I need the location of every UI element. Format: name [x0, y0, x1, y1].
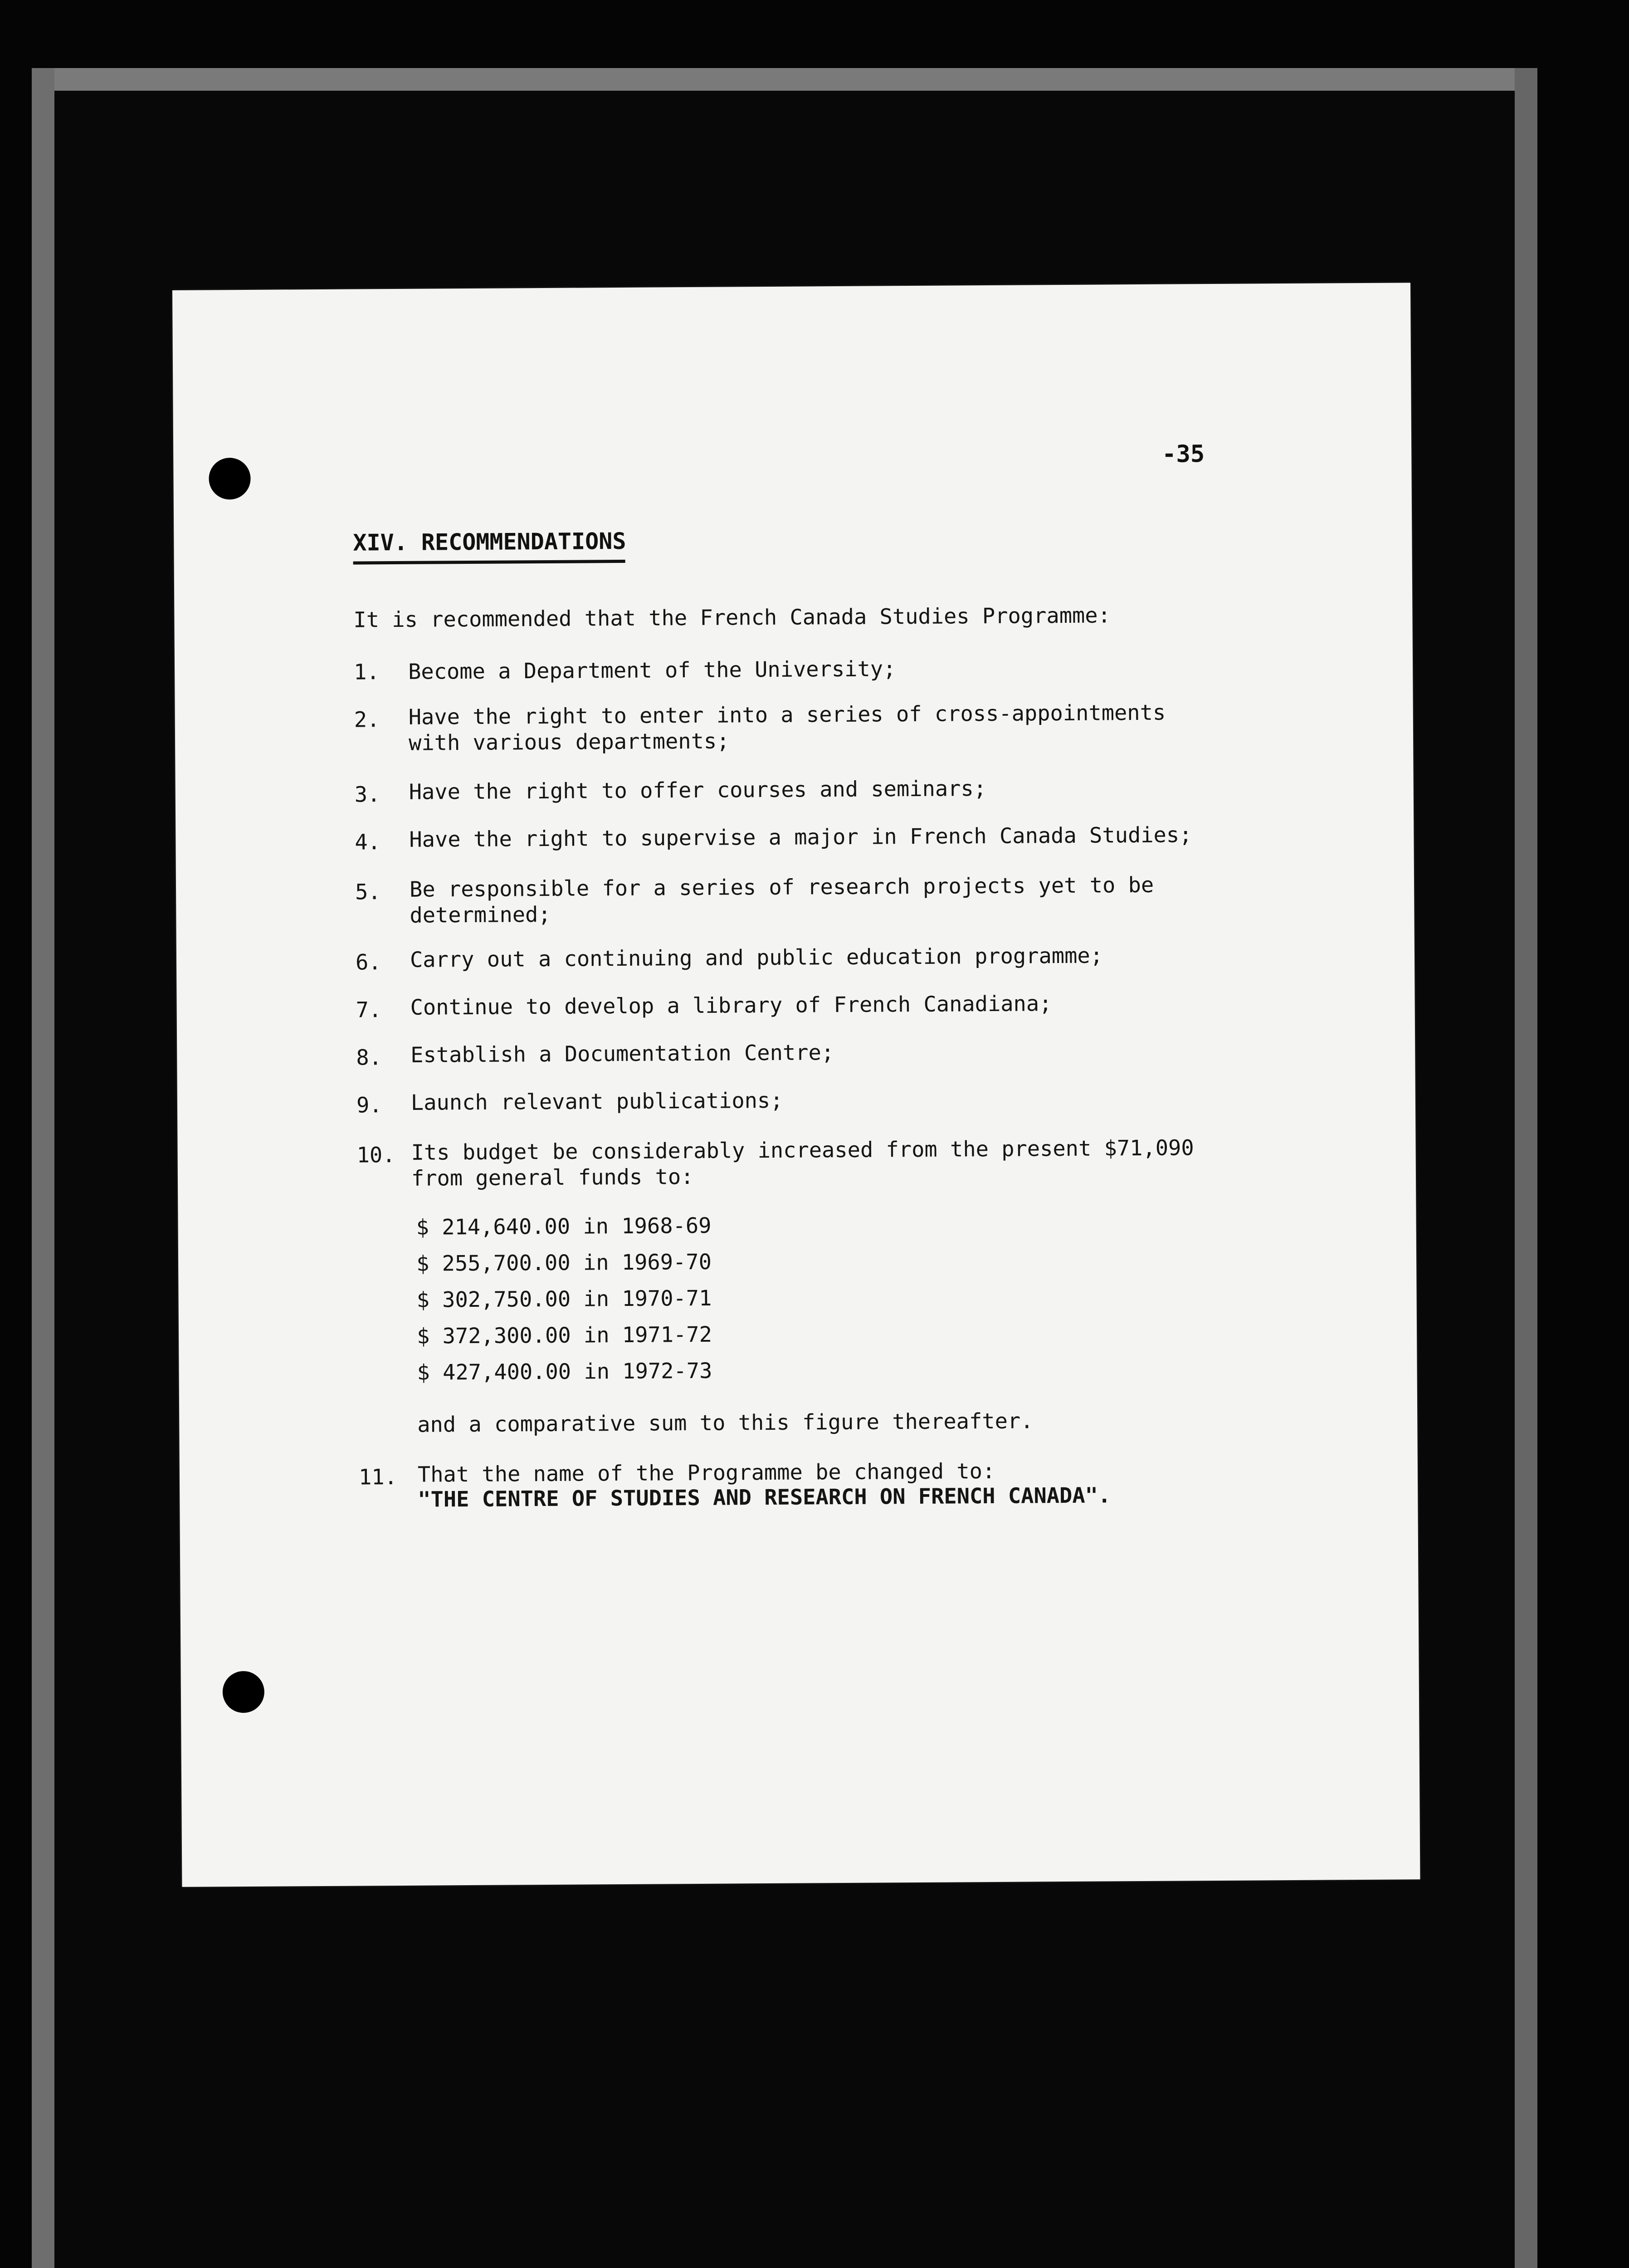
item-number: 11. — [358, 1465, 398, 1490]
item-text: "THE CENTRE OF STUDIES AND RESEARCH ON FRENCH CANADA". — [418, 1483, 1111, 1512]
item-number: 7. — [356, 997, 382, 1023]
item-text: Have the right to enter into a series of cross-appointments — [408, 700, 1166, 730]
film-edge-top — [32, 68, 1537, 91]
film-edge-left — [32, 68, 54, 2268]
item-text: Have the right to offer courses and seminars; — [409, 776, 987, 805]
intro-text: It is recommended that the French Canada Studies Programme: — [353, 603, 1111, 633]
item-number: 9. — [356, 1093, 382, 1118]
item-text: Its budget be considerably increased from the present $71,090 — [411, 1135, 1194, 1165]
film-edge-right — [1515, 68, 1537, 2268]
page-number: -35 — [1162, 440, 1205, 468]
punch-hole-bottom — [223, 1671, 265, 1713]
item-text: Carry out a continuing and public education programme; — [410, 943, 1103, 973]
budget-line: $ 427,400.00 in 1972-73 — [417, 1358, 712, 1385]
item-text: That the name of the Programme be changed to: — [417, 1458, 995, 1487]
item-text: with various departments; — [408, 728, 730, 756]
section-heading: XIV. RECOMMENDATIONS — [353, 528, 626, 556]
item-number: 3. — [354, 782, 380, 807]
item-text: Launch relevant publications; — [410, 1088, 783, 1115]
budget-line: $ 214,640.00 in 1968-69 — [416, 1213, 712, 1240]
item-text: Become a Department of the University; — [408, 656, 896, 684]
item-number: 10. — [356, 1143, 395, 1168]
item-number: 6. — [355, 950, 381, 975]
item-number: 4. — [355, 830, 381, 855]
item-text: Be responsible for a series of research projects yet to be — [409, 872, 1154, 902]
budget-line: $ 372,300.00 in 1971-72 — [416, 1322, 712, 1349]
item-number: 8. — [356, 1045, 382, 1070]
item-text: determined; — [410, 902, 551, 928]
item-text: Have the right to supervise a major in French Canada Studies; — [409, 822, 1192, 852]
punch-hole-top — [209, 458, 251, 500]
budget-line: $ 255,700.00 in 1969-70 — [416, 1249, 712, 1276]
item-number: 2. — [354, 707, 380, 733]
budget-line: $ 302,750.00 in 1970-71 — [416, 1286, 712, 1313]
document-page — [172, 283, 1420, 1887]
item-text: Establish a Documentation Centre; — [410, 1040, 834, 1068]
item-number: 5. — [355, 880, 381, 905]
budget-note: and a comparative sum to this figure thereafter. — [417, 1408, 1034, 1437]
heading-underline — [353, 560, 625, 565]
item-text: from general funds to: — [411, 1164, 694, 1191]
item-text: Continue to develop a library of French Canadiana; — [410, 991, 1052, 1020]
item-number: 1. — [353, 660, 380, 685]
